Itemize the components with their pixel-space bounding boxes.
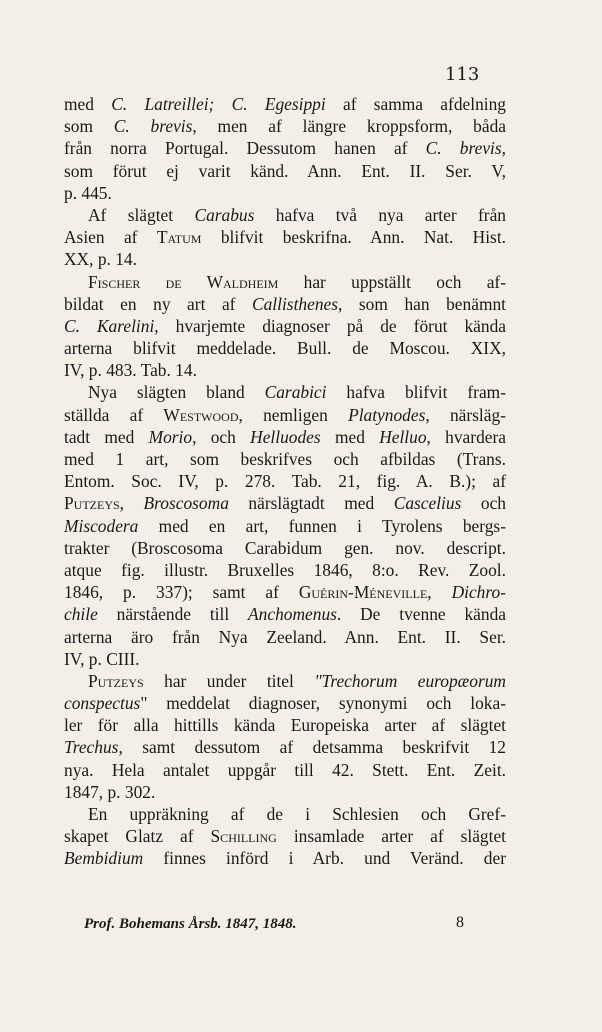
text-line: chile närstående till Anchomenus. De tvenne kända [64,604,506,625]
text-line: ställda af Westwood, nemligen Platynodes, närsläg- [64,404,506,425]
text-line: conspectus" meddelat diagnoser, synonymi och loka- [64,693,506,714]
signature-mark: 8 [456,914,464,931]
text-line: från norra Portugal. Dessutom hanen af C. brevis, [64,138,506,159]
text-line: nya. Hela antalet uppgår till 42. Stett. Ent. Zeit. [64,759,506,780]
text-line: tadt med Morio, och Helluodes med Helluo, hvardera [64,426,506,447]
text-line: arterna äro från Nya Zeeland. Ann. Ent. II. Ser. [64,626,506,647]
footer-signature-line: Prof. Bohemans Årsb. 1847, 1848. [84,916,297,932]
text-line: Miscodera med en art, funnen i Tyrolens bergs- [64,515,506,536]
text-line: Af slägtet Carabus hafva två nya arter från [88,204,506,225]
text-line: Fischer de Waldheim har uppställt och af- [88,271,506,292]
text-line: arterna blifvit meddelade. Bull. de Moscou. XIX, [64,338,506,359]
text-line: IV, p. 483. Tab. 14. [64,360,197,381]
text-line: C. Karelini, hvarjemte diagnoser på de förut kända [64,315,507,336]
text-line: 1846, p. 337); samt af Guérin-Méneville, Dichro- [64,582,506,603]
text-line: En uppräkning af de i Schlesien och Gref- [88,804,506,824]
text-line: trakter (Broscosoma Carabidum gen. nov. descript. [64,537,506,558]
text-line: IV, p. CIII. [64,648,140,669]
text-line: som C. brevis, men af längre kroppsform, båda [64,116,506,137]
body-text [64,93,506,870]
text-line: Trechus, samt dessutom af detsamma beskrifvit 12 [64,737,506,758]
text-line: ler för alla hittills kända Europeiska arter af slägtet [64,715,506,736]
text-line: Putzeys, Broscosoma närslägtadt med Cascelius och [64,493,506,514]
text-line: bildat en ny art af Callisthenes, som han benämnt [64,293,506,314]
text-line: skapet Glatz af Schilling insamlade arter af slägtet [64,826,506,847]
text-line: med 1 art, som beskrifves och afbildas (Trans. [64,449,506,469]
text-line: atque fig. illustr. Bruxelles 1846, 8:o. Rev. Zool. [64,559,506,580]
text-line: p. 445. [64,182,112,203]
text-line: Putzeys har under titel "Trechorum europæorum [88,670,506,691]
text-line: Entom. Soc. IV, p. 278. Tab. 21, fig. A. B.); af [64,471,506,492]
text-line: Bembidium finnes införd i Arb. und Veränd. der [64,848,506,869]
text-line: Asien af Tatum blifvit beskrifna. Ann. Nat. Hist. [64,227,506,248]
text-line: Nya slägten bland Carabici hafva blifvit fram- [88,382,506,403]
text-line: 1847, p. 302. [64,781,156,802]
page-number: 113 [445,64,480,85]
text-line: med C. Latreillei; C. Egesippi af samma afdelning [64,94,506,114]
text-line: XX, p. 14. [64,249,137,270]
text-line: som förut ej varit känd. Ann. Ent. II. Ser. V, [64,160,506,181]
